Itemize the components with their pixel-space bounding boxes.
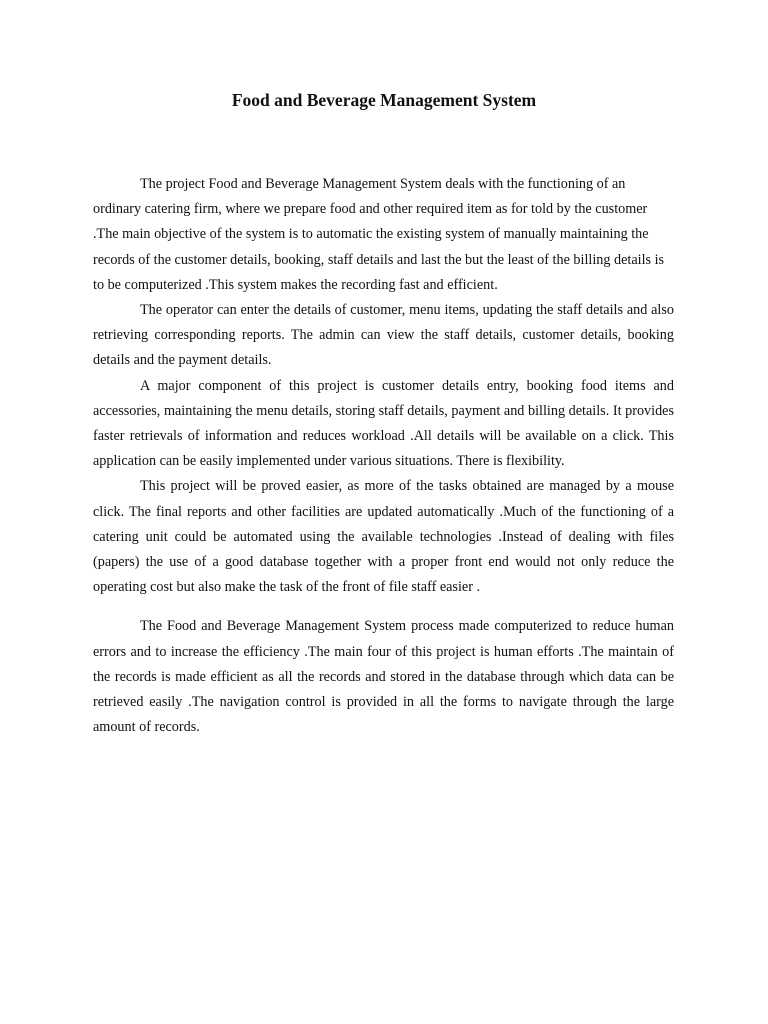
document-title: Food and Beverage Management System (231, 90, 537, 110)
paragraph-components: A major component of this project is customer details entry, booking food items and accessories, maintaining the menu details, storing staff details, payment and billing details. It provides faster retrievals of information and reduces workload .All details will be available on a click. This application can be easily implemented under various situations. There is flexibility. (93, 377, 674, 470)
document-body (93, 172, 674, 740)
paragraph-intro: The project Food and Beverage Management System deals with the functioning of an ordinary catering firm, where we prepare food and other required item as for told by the customer .The main objective of the system is to automatic the existing system of manually maintaining the records of the customer details, booking, staff details and last the but the least of the billing details is to be computerized .This system makes the recording fast and efficient. (93, 176, 665, 293)
paragraph-operator: The operator can enter the details of customer, menu items, updating the staff details and also retrieving corresponding reports. The admin can view the staff details, customer details, booking details and the payment details. (93, 302, 674, 369)
paragraph-advantages: This project will be proved easier, as more of the tasks obtained are managed by a mouse click. The final reports and other facilities are updated automatically .Much of the functioning of a catering unit could be automated using the available technologies .Instead of dealing with files (papers) the use of a good database together with a proper front end would not only reduce the operating cost but also make the task of the front of file staff easier . (93, 478, 674, 596)
paragraph-conclusion: The Food and Beverage Management System process made computerized to reduce human errors and to increase the efficiency .The main four of this project is human efforts .The maintain of the records is made efficient as all the records and stored in the database through which data can be retrieved easily .The navigation control is provided in all the forms to navigate through the large amount of records. (93, 618, 674, 736)
